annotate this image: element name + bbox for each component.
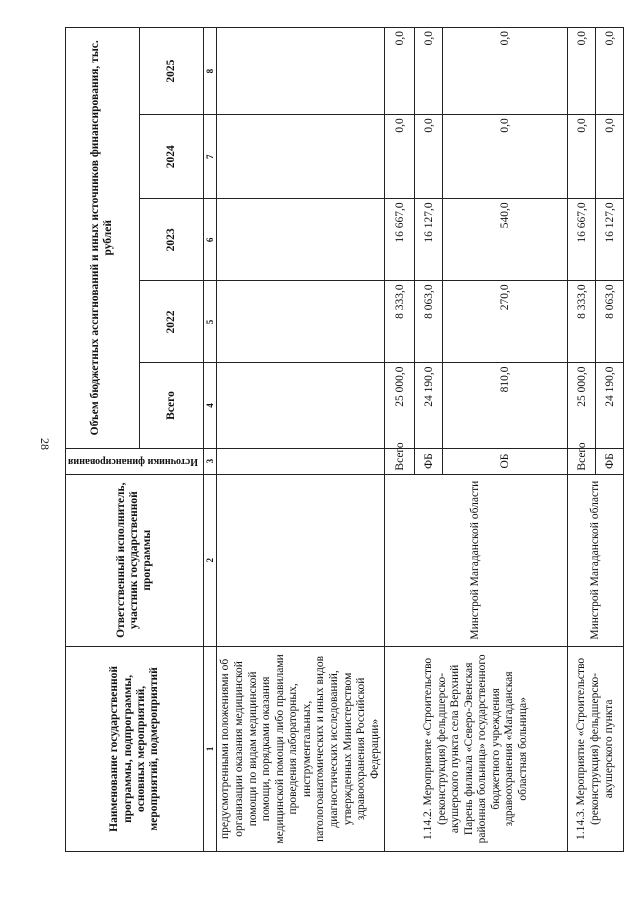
page-number: 28 [38,438,52,450]
header-funding-group: Объем бюджетных ассигнований и иных источников финансирования, тыс. рублей [66,28,140,449]
header-total: Всего [139,363,204,448]
value-2024: 0,0 [415,115,443,199]
col-number: 5 [204,281,217,363]
col-number: 6 [204,199,217,281]
empty-cell [217,28,385,115]
value-2022: 8 333,0 [568,281,596,363]
header-responsible: Ответственный исполнитель, участник государственной программы [66,474,204,646]
value-2024: 0,0 [385,115,415,199]
value-total: 810,0 [443,363,568,448]
value-2025: 0,0 [415,28,443,115]
col-number: 8 [204,28,217,115]
value-total: 24 190,0 [596,363,624,448]
value-2025: 0,0 [385,28,415,115]
value-2022: 270,0 [443,281,568,363]
measure-1-14-3-name: 1.14.3. Мероприятие «Строительство (реконструкция) фельдшерско-акушерского пункта [568,646,624,851]
value-2022: 8 063,0 [415,281,443,363]
value-2023: 16 667,0 [385,199,415,281]
value-total: 25 000,0 [385,363,415,448]
value-total: 24 190,0 [415,363,443,448]
value-2022: 8 333,0 [385,281,415,363]
empty-cell [217,199,385,281]
source-cell: ФБ [415,448,443,474]
rotated-table-container [65,27,620,852]
empty-cell [217,115,385,199]
header-2024: 2024 [139,115,204,199]
measure-1-14-2-name: 1.14.2. Мероприятие «Строительство (реконструкция) фельдшерско-акушерского пункта села Верхний Парень филиала «Северо-Эвенская районная больница» государственного бюджетного учреждения здравоохранения «Магаданская областная больница» [385,646,568,851]
header-funding-source-text: Источники финансирования [68,455,198,467]
budget-table [65,27,624,852]
source-cell: ОБ [443,448,568,474]
header-2025: 2025 [139,28,204,115]
value-2024: 0,0 [596,115,624,199]
header-2022: 2022 [139,281,204,363]
empty-cell [217,281,385,363]
measure-1-14-2-responsible: Минстрой Магаданской области [385,474,568,646]
value-2025: 0,0 [443,28,568,115]
empty-cell [217,448,385,474]
empty-cell [217,363,385,448]
value-2023: 16 127,0 [415,199,443,281]
col-number: 7 [204,115,217,199]
source-cell: Всего [568,448,596,474]
source-cell: ФБ [596,448,624,474]
value-2024: 0,0 [443,115,568,199]
header-program-name: Наименование государственной программы, подпрограммы, основных мероприятий, мероприятий, подмероприятий [66,646,204,851]
col-number: 4 [204,363,217,448]
measure-1-14-3-responsible: Минстрой Магаданской области [568,474,624,646]
value-2025: 0,0 [596,28,624,115]
col-number: 3 [204,448,217,474]
value-2025: 0,0 [568,28,596,115]
continuation-text: предусмотренными положениями об организации оказания медицинской помощи по видам медицинской помощи, порядками оказания медицинской помощи либо правилами проведения лабораторных, инструментальных, патологоанатомических и иных видов диагностических исследований, утвержденных Министерством здравоохранения Российской Федерации» [217,646,385,851]
value-2023: 540,0 [443,199,568,281]
value-total: 25 000,0 [568,363,596,448]
table-row [385,28,415,852]
empty-cell [217,474,385,646]
header-funding-source [66,448,204,474]
table-row [568,28,596,852]
value-2024: 0,0 [568,115,596,199]
header-2023: 2023 [139,199,204,281]
value-2023: 16 127,0 [596,199,624,281]
col-number: 1 [204,646,217,851]
source-cell: Всего [385,448,415,474]
value-2023: 16 667,0 [568,199,596,281]
value-2022: 8 063,0 [596,281,624,363]
col-number: 2 [204,474,217,646]
